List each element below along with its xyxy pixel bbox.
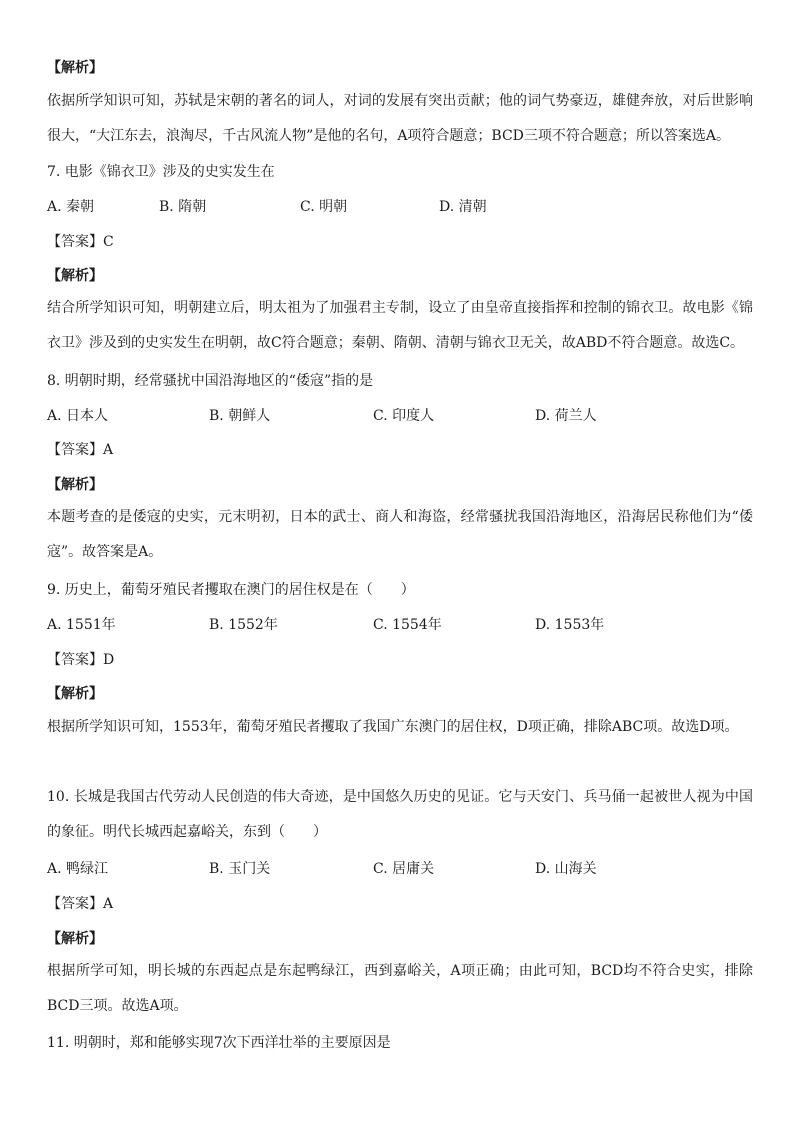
option-d: D. 清朝 xyxy=(439,199,487,215)
option-b: B. 朝鲜人 xyxy=(209,408,271,424)
analysis-heading: 【解析】 xyxy=(47,60,103,76)
option-d: D. 1553年 xyxy=(535,617,605,633)
option-a: A. 日本人 xyxy=(47,408,109,424)
option-c: C. 1554年 xyxy=(373,617,442,633)
option-b: B. 隋朝 xyxy=(159,199,207,215)
answer-7: 【答案】C xyxy=(47,234,114,250)
answer-9: 【答案】D xyxy=(47,652,115,668)
option-c: C. 印度人 xyxy=(373,408,435,424)
analysis-paragraph: 根据所学知识可知，1553年，葡萄牙殖民者攫取了我国广东澳门的居住权，D项正确，排除ABC项。故选D项。 xyxy=(47,719,739,735)
analysis-heading: 【解析】 xyxy=(47,477,103,493)
option-b: B. 玉门关 xyxy=(209,861,271,877)
answer-10: 【答案】A xyxy=(47,896,114,912)
option-a: A. 秦朝 xyxy=(47,199,95,215)
option-d: D. 荷兰人 xyxy=(535,408,597,424)
question-7: 7. 电影《锦衣卫》涉及的史实发生在 xyxy=(47,164,275,180)
question-10: 10. 长城是我国古代劳动人民创造的伟大奇迹，是中国悠久历史的见证。它与天安门、兵马俑一起被世人视为中国的象征。明代长城西起嘉峪关，东到（ ） xyxy=(47,789,753,840)
analysis-paragraph: 依据所学知识可知，苏轼是宋朝的著名的词人，对词的发展有突出贡献；他的词气势豪迈，雄健奔放，对后世影响很大，“大江东去，浪淘尽，千古风流人物”是他的名句，A项符合题意；BCD三项不符合题意；所以答案选A。 xyxy=(47,93,753,144)
question-8: 8. 明朝时期，经常骚扰中国沿海地区的“倭寇”指的是 xyxy=(47,373,374,389)
option-a: A. 1551年 xyxy=(47,617,116,633)
option-d: D. 山海关 xyxy=(535,861,597,877)
analysis-heading: 【解析】 xyxy=(47,268,103,284)
option-c: C. 明朝 xyxy=(300,199,348,215)
option-b: B. 1552年 xyxy=(209,617,278,633)
question-11: 11. 明朝时，郑和能够实现7次下西洋壮举的主要原因是 xyxy=(47,1035,391,1051)
option-c: C. 居庸关 xyxy=(373,861,435,877)
question-9: 9. 历史上，葡萄牙殖民者攫取在澳门的居住权是在（ ） xyxy=(47,582,415,598)
analysis-heading: 【解析】 xyxy=(47,931,103,947)
option-a: A. 鸭绿江 xyxy=(47,861,109,877)
analysis-heading: 【解析】 xyxy=(47,686,103,702)
analysis-paragraph: 根据所学可知，明长城的东西起点是东起鸭绿江，西到嘉峪关，A项正确；由此可知，BCD均不符合史实，排除BCD三项。故选A项。 xyxy=(47,963,753,1014)
analysis-paragraph: 本题考查的是倭寇的史实，元末明初，日本的武士、商人和海盗，经常骚扰我国沿海地区，沿海居民称他们为“倭寇”。故答案是A。 xyxy=(47,509,753,560)
analysis-paragraph: 结合所学知识可知，明朝建立后，明太祖为了加强君主专制，设立了由皇帝直接指挥和控制的锦衣卫。故电影《锦衣卫》涉及到的史实发生在明朝，故C符合题意；秦朝、隋朝、清朝与锦衣卫无关，故ABD不符合题意。故选C。 xyxy=(47,300,753,351)
answer-8: 【答案】A xyxy=(47,442,114,458)
